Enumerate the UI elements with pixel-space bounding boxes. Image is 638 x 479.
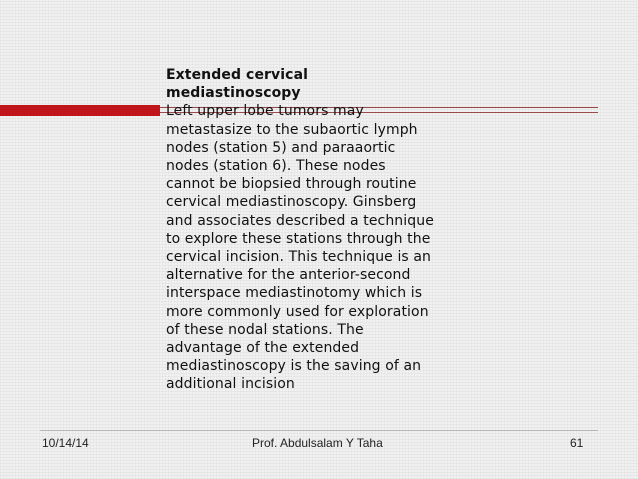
- page-number: 61: [570, 436, 584, 450]
- footer-author: Prof. Abdulsalam Y Taha: [252, 436, 383, 450]
- footer-divider: [40, 430, 598, 431]
- footer-date: 10/14/14: [42, 436, 89, 450]
- slide-content: [166, 66, 486, 394]
- slide-body-text: Left upper lobe tumors may metastasize to the subaortic lymph nodes (station 5) and paraaortic nodes (station 6). These nodes cannot be biopsied through routine cervical mediastinoscopy. Ginsberg and associates described a technique to explore these stations through the cervical incision. This technique is an alternative for the anterior-second interspace mediastinotomy which is more commonly used for exploration of these nodal stations. The advantage of the extended mediastinoscopy is the saving of an additional incision: [166, 103, 434, 393]
- accent-bar: [0, 105, 160, 116]
- slide-title: Extended cervical mediastinoscopy: [166, 67, 309, 102]
